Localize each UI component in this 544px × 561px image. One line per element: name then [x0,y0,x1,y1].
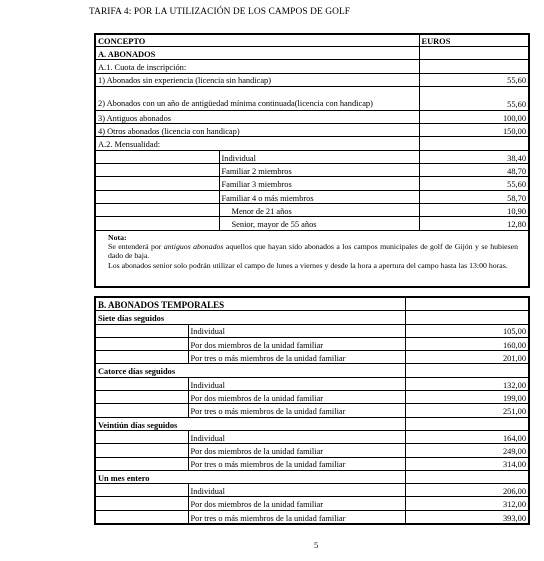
row-value: 10,90 [419,203,529,216]
row-value: 38,40 [419,150,529,163]
table-row [95,324,529,337]
row-label: Por dos miembros de la unidad familiar [188,337,405,350]
row-value: 314,00 [405,457,529,470]
table-row [95,457,529,470]
row-value: 206,00 [405,484,529,497]
header-concept: CONCEPTO [95,34,419,47]
row-label: Individual [188,484,405,497]
row-label: Por dos miembros de la unidad familiar [188,444,405,457]
row-label: Por dos miembros de la unidad familiar [188,497,405,510]
section-row [95,47,529,60]
row-value: 201,00 [405,351,529,364]
row-label: 2) Abonados con un año de antigüedad mínima continuada(licencia con handicap) [95,86,419,110]
subsection-row [95,60,529,73]
note-paragraph-1: Se entenderá por antiguos abonados aquellos que hayan sido abonados a los campos municipales de golf de Gijón y se hubiesen dado de baja. [108,241,518,261]
note-paragraph-2: Los abonados senior solo podrán utilizar el campo de lunes a viernes y desde la hora a apertura del campo hasta las 13:00 horas. [108,260,508,270]
row-value: 251,00 [405,404,529,417]
group-title: Un mes entero [95,470,405,483]
section-row [95,297,529,311]
row-value: 393,00 [405,510,529,524]
row-label: Familiar 2 miembros [219,164,419,177]
note-emphasis: antiguos abonados [163,241,224,251]
tariff-table-temporary [94,296,530,525]
row-value: 249,00 [405,444,529,457]
section-title-temporary: B. ABONADOS TEMPORALES [95,297,405,311]
section-title-subscribers: A. ABONADOS [95,47,419,60]
row-value: 12,80 [419,217,529,230]
table-row [95,337,529,350]
row-label: 1) Abonados sin experiencia (licencia sin handicap) [95,73,419,86]
row-value: 55,60 [419,177,529,190]
row-label: Por tres o más miembros de la unidad familiar [188,510,405,524]
subsection-title-inscription: A.1. Cuota de inscripción: [95,60,419,73]
row-value: 160,00 [405,337,529,350]
table-row [95,150,529,163]
row-label: Individual [188,377,405,390]
table-row [95,430,529,443]
group-title: Veintiún días seguidos [95,417,405,430]
row-value: 132,00 [405,377,529,390]
row-label: 4) Otros abonados (licencia con handicap) [95,124,419,137]
row-label: Por dos miembros de la unidad familiar [188,391,405,404]
row-label: Por tres o más miembros de la unidad familiar [188,457,405,470]
note-title: Nota: [108,232,127,242]
table-row [95,190,529,203]
table-row [95,124,529,137]
row-label: 3) Antiguos abonados [95,110,419,123]
subsection-row [95,137,529,150]
table-header-row [95,34,529,47]
row-label: Familiar 3 miembros [219,177,419,190]
row-value: 105,00 [405,324,529,337]
note-block [95,230,529,287]
table-row [95,86,529,110]
subsection-title-monthly: A.2. Mensualidad: [95,137,419,150]
table-row [95,484,529,497]
row-label: Individual [188,430,405,443]
row-label: Familiar 4 o más miembros [219,190,419,203]
row-label: Individual [188,324,405,337]
group-title-row [95,311,529,324]
document-title: TARIFA 4: POR LA UTILIZACIÓN DE LOS CAMPOS DE GOLF [89,7,351,17]
table-row [95,391,529,404]
row-label: Individual [219,150,419,163]
row-value: 58,70 [419,190,529,203]
table-row [95,510,529,524]
table-row [95,203,529,216]
table-row [95,164,529,177]
row-label: Por tres o más miembros de la unidad familiar [188,351,405,364]
row-label: Menor de 21 años [219,203,419,216]
row-label: Por tres o más miembros de la unidad familiar [188,404,405,417]
tariff-table-subscribers [94,33,530,288]
page-number: 5 [314,540,319,550]
group-title: Siete días seguidos [95,311,405,324]
row-label: Senior, mayor de 55 años [219,217,419,230]
table-row [95,404,529,417]
row-value: 164,00 [405,430,529,443]
table-row [95,497,529,510]
row-value: 312,00 [405,497,529,510]
row-value: 55,60 [419,86,529,110]
group-title-row [95,470,529,483]
table-row [95,444,529,457]
row-value: 150,00 [419,124,529,137]
row-value: 199,00 [405,391,529,404]
table-row [95,351,529,364]
header-euros: EUROS [419,34,529,47]
row-value: 48,70 [419,164,529,177]
table-row [95,177,529,190]
note-row [95,230,529,287]
row-value: 100,00 [419,110,529,123]
row-value: 55,60 [419,73,529,86]
group-title-row [95,417,529,430]
table-row [95,217,529,230]
table-row [95,73,529,86]
group-title: Catorce días seguidos [95,364,405,377]
table-row [95,377,529,390]
group-title-row [95,364,529,377]
table-row [95,110,529,123]
